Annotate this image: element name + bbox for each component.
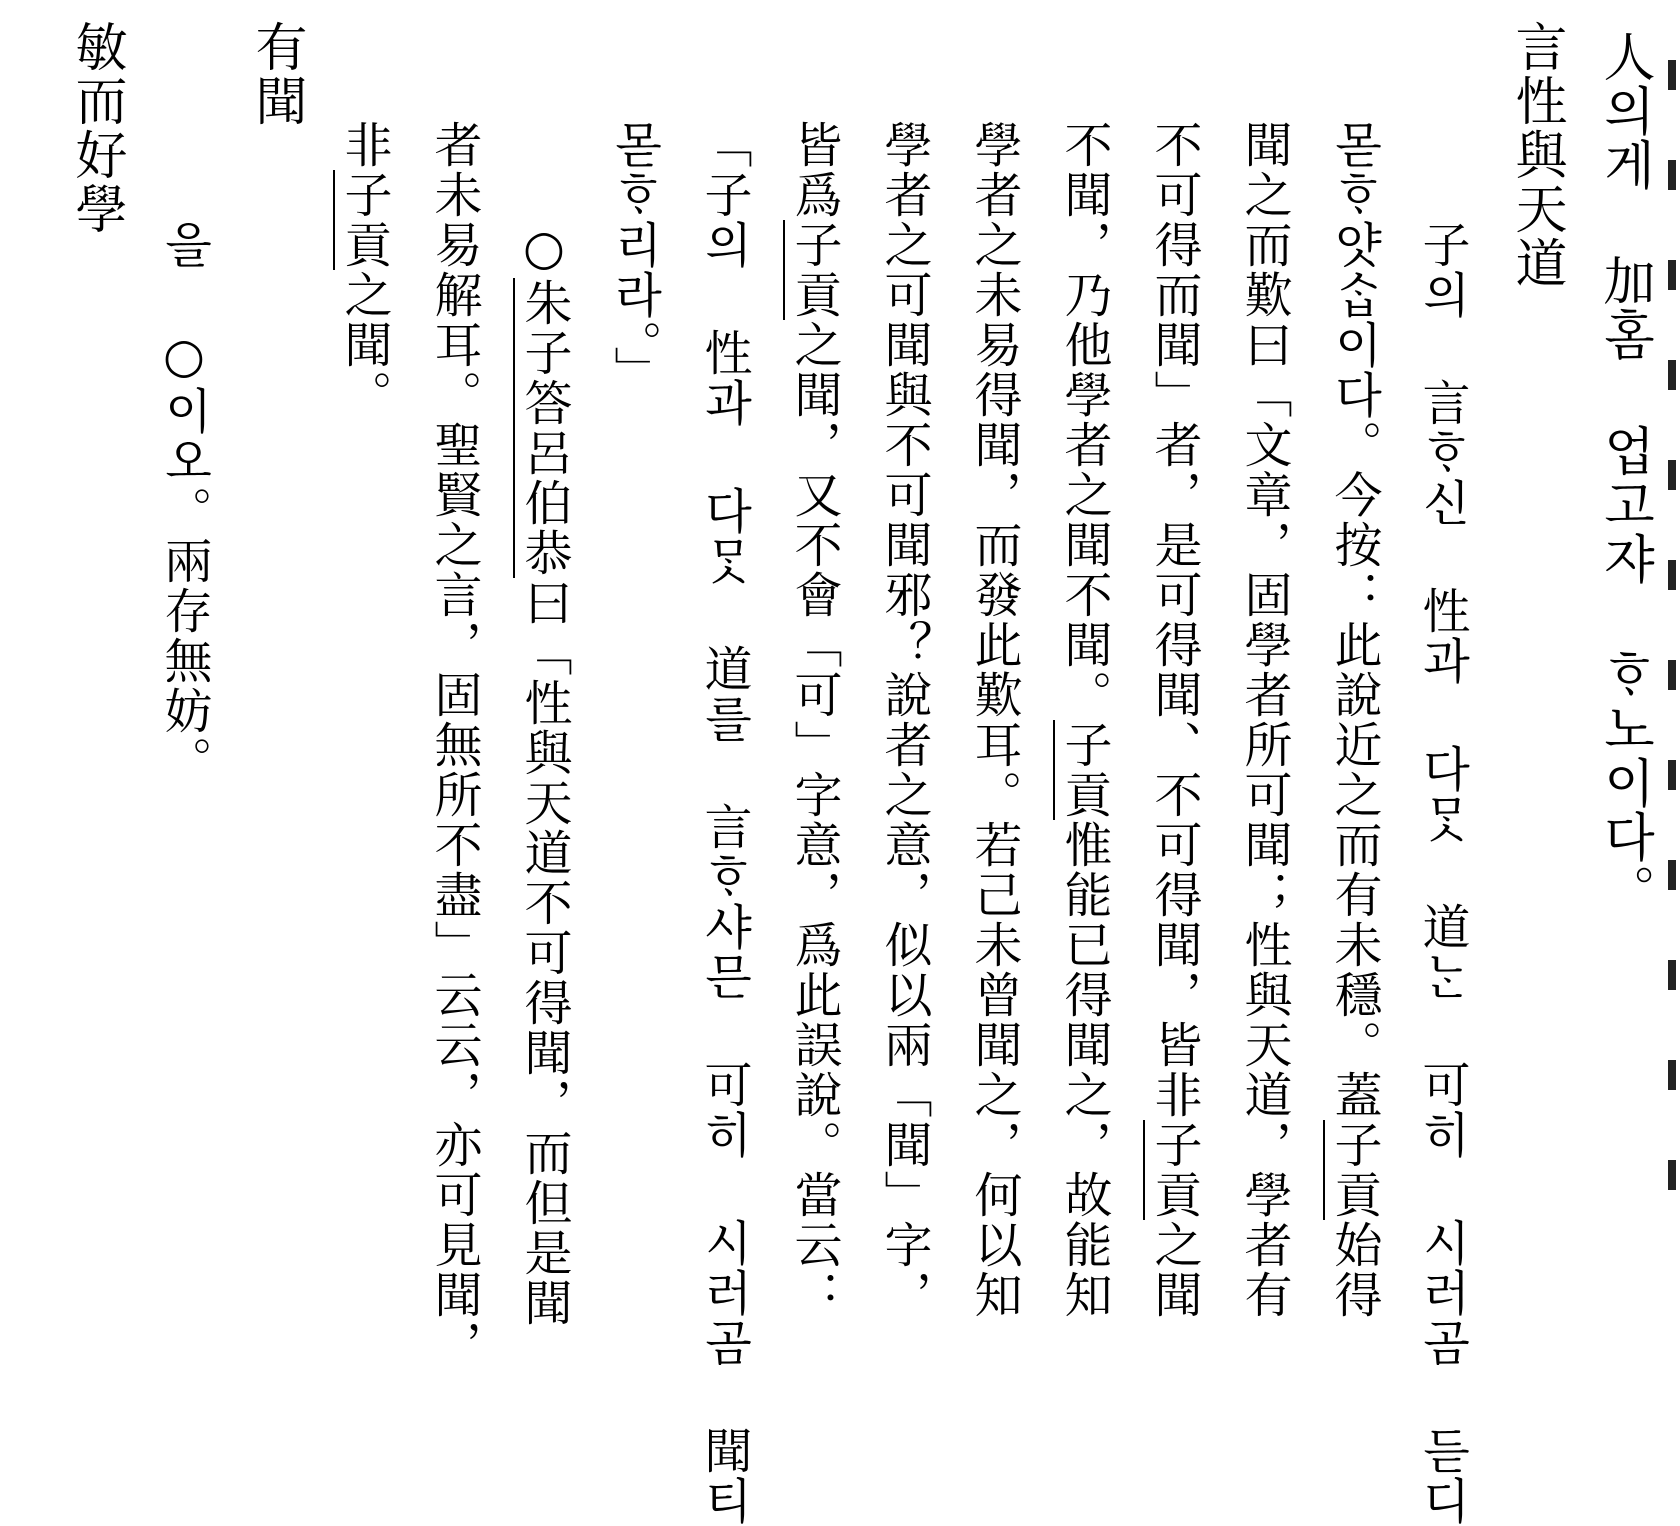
heading-2: 有聞 (246, 20, 306, 128)
line-4: 몯ᄒᆞ얏ᄉᆞᆸ이다。今按：此說近之而有未穩。蓋子貢始得 (1330, 120, 1378, 1320)
proper-name-mark: 子貢 (1053, 720, 1112, 820)
proper-name-mark: 子貢 (1143, 1120, 1202, 1220)
proper-name-mark: 子貢 (783, 220, 842, 320)
line-5: 聞之而歎曰「文章，固學者所可聞；性與天道，學者有 (1236, 120, 1292, 1320)
scan-edge-artifact (1668, 60, 1678, 1360)
line-6: 不可得而聞」者，是可得聞、不可得聞，皆非子貢之聞 (1150, 120, 1198, 1320)
line-9: 學者之可聞與不可聞邪？說者之意，似以兩「聞」字， (876, 120, 932, 1320)
line-8: 學者之未易得聞，而發此歎耳。若己未曾聞之，何以知 (966, 120, 1022, 1320)
proper-name-mark: 子貢 (333, 170, 392, 270)
proper-name-mark: 朱子答呂伯恭 (513, 278, 572, 578)
proper-name-mark: 子貢 (1323, 1120, 1382, 1220)
line-12: 몯ᄒᆞ리라。」 (606, 120, 662, 396)
line-3: 子의 言ᄒᆞ신 性과 다ᄆᆞᆺ 道ᄂᆞᆫ 可히 시러곰 듣디 (1414, 220, 1470, 1526)
line-11: 「子의 性과 다ᄆᆞᆺ 道를 言ᄒᆞ샤믄 可히 시러곰 聞티 (696, 120, 752, 1526)
line-14: 者未易解耳。聖賢之言，固無所不盡」云云，亦可見聞， (426, 120, 482, 1370)
line-15: 非子貢之聞。 (340, 120, 388, 420)
line-1: 人의게 加홈 업고쟈 ᄒᆞ노이다。 (1594, 30, 1654, 918)
line-7: 不聞，乃他學者之聞不聞。子貢惟能已得聞之，故能知 (1060, 120, 1108, 1320)
heading-3: 敏而好學 (66, 20, 126, 236)
line-17: 을 ○이오。兩存無妨。 (156, 220, 212, 786)
line-13: ○朱子答呂伯恭曰「性與天道不可得聞，而但是聞 (520, 220, 568, 1328)
line-10: 皆爲子貢之聞，又不會「可」字意，爲此誤說。當云： (790, 120, 838, 1320)
heading-1: 言性與天道 (1506, 20, 1566, 290)
